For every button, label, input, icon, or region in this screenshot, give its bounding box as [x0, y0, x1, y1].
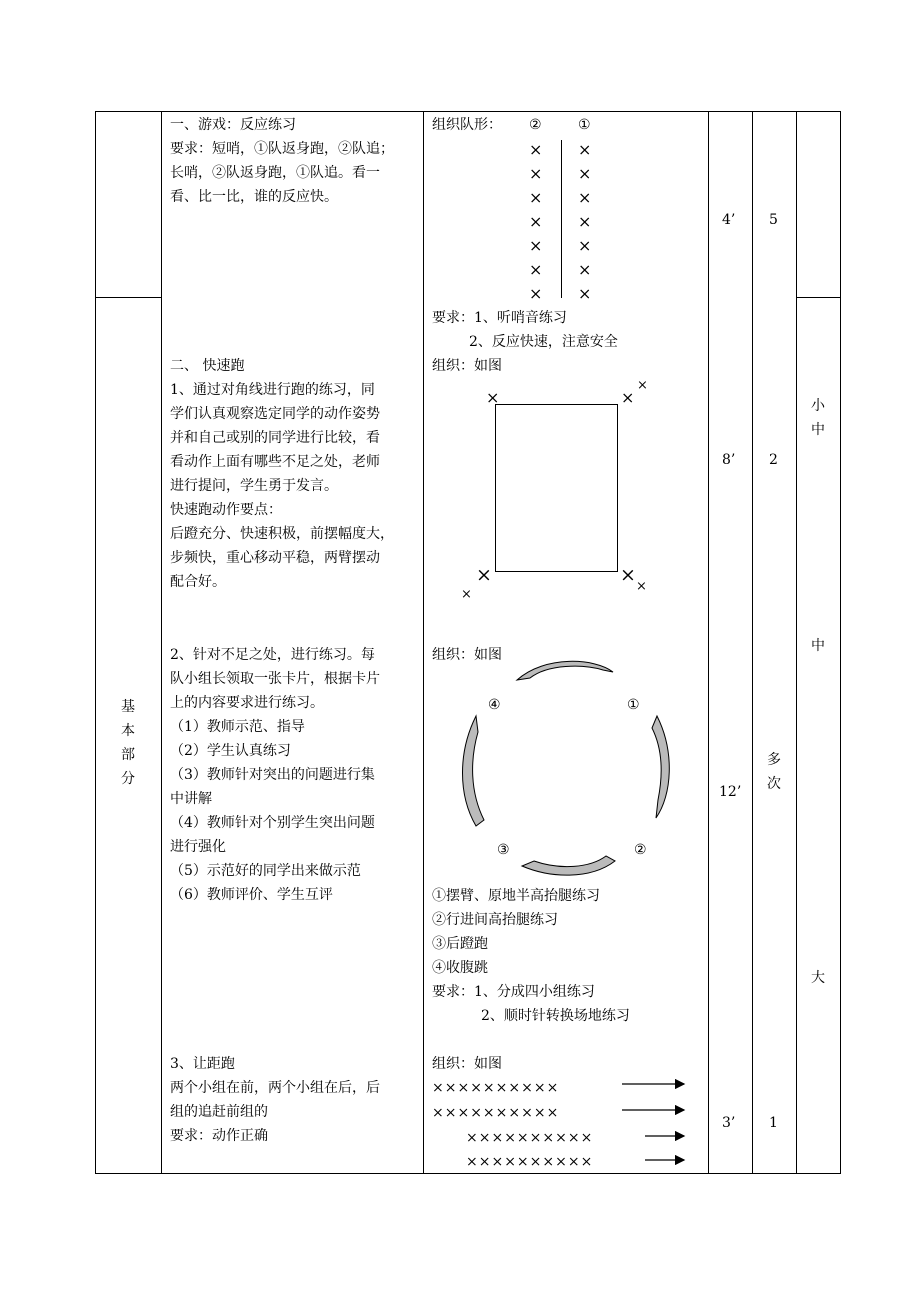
handicap-line: 两个小组在前，两个小组在后，后: [170, 1080, 380, 1096]
intensity-char: 中: [811, 422, 825, 438]
game-requirement-1: 要求：1、听哨音练习: [432, 310, 567, 326]
fast-run-org-label: 组织：如图: [432, 358, 502, 374]
corner-cross: ×: [486, 388, 500, 407]
game-requirement-2: 2、反应快速，注意安全: [469, 334, 618, 350]
practice-line: （1）教师示范、指导: [170, 719, 305, 735]
practice-items: [432, 884, 630, 1028]
game-line: 要求：短哨，①队返身跑，②队追；: [170, 141, 394, 157]
station-1-label: ①: [627, 697, 640, 713]
fast-run-count: 2: [769, 452, 778, 468]
game-line: 看、比一比，谁的反应快。: [170, 189, 338, 205]
row-divider-last-col: [796, 297, 841, 298]
practice-org-label: 组织：如图: [432, 647, 502, 663]
col-line-3: [708, 111, 709, 1174]
player-cross: ×: [529, 260, 543, 279]
team-2-column: [529, 138, 542, 306]
arrow-top-icon: [517, 661, 613, 680]
fast-run-line: 步频快，重心移动平稳，两臂摆动: [170, 550, 380, 566]
handicap-line: 组的追赶前组的: [170, 1104, 268, 1120]
practice-line: （5）示范好的同学出来做示范: [170, 863, 361, 879]
practice-line: （6）教师评价、学生互评: [170, 887, 333, 903]
practice-item: ②行进间高抬腿练习: [432, 912, 558, 928]
game-org-label: 组织队形：: [432, 117, 502, 133]
practice-item: ③后蹬跑: [432, 936, 488, 952]
practice-requirement-1: 要求：1、分成四小组练习: [432, 984, 595, 1000]
section-label-char: 本: [121, 723, 135, 739]
practice-line: （3）教师针对突出的问题进行集: [170, 767, 375, 783]
game-count: 5: [769, 212, 778, 228]
section-label: [116, 695, 140, 791]
player-cross: ×: [529, 164, 543, 183]
game-time: 4’: [722, 212, 736, 228]
handicap-content: [170, 1052, 380, 1148]
col-line-0: [95, 111, 96, 1174]
fast-run-line: 学们认真观察选定同学的动作姿势: [170, 406, 380, 422]
corner-cross: ×: [621, 388, 635, 407]
fast-run-line: 1、通过对角线进行跑的练习，同: [170, 382, 375, 398]
player-cross: ×: [578, 188, 592, 207]
fast-run-line: 快速跑动作要点：: [170, 502, 282, 518]
practice-item: ①摆臂、原地半高抬腿练习: [432, 888, 600, 904]
practice-requirement-2: 2、顺时针转换场地练习: [481, 1008, 630, 1024]
player-cross: ×: [578, 212, 592, 231]
intensity-char: 小: [811, 398, 825, 414]
fast-run-line: 后蹬充分、快速积极，前摆幅度大，: [170, 526, 394, 542]
fast-run-line: 配合好。: [170, 574, 226, 590]
intensity-medium: 中: [811, 638, 825, 654]
station-3-label: ③: [497, 842, 510, 858]
practice-line: （4）教师针对个别学生突出问题: [170, 815, 375, 831]
col-line-5: [796, 111, 797, 1174]
player-cross: ×: [529, 188, 543, 207]
practice-line: 上的内容要求进行练习。: [170, 695, 324, 711]
player-cross: ×: [529, 284, 543, 303]
game-line: 长哨，②队返身跑，①队追。看一: [170, 165, 380, 181]
game-content: [170, 113, 394, 209]
corner-cross: ×: [636, 579, 647, 594]
corner-cross: ×: [620, 564, 636, 586]
player-cross: ×: [529, 212, 543, 231]
handicap-count: 1: [769, 1115, 778, 1131]
handicap-line: 要求：动作正确: [170, 1128, 268, 1144]
player-cross: ×: [578, 164, 592, 183]
handicap-row: ××××××××××: [466, 1154, 594, 1170]
handicap-row: ××××××××××: [432, 1105, 560, 1121]
intensity-large: 大: [811, 970, 825, 986]
player-cross: ×: [529, 236, 543, 255]
formation-divider: [561, 140, 562, 298]
col-line-4: [752, 111, 753, 1174]
player-cross: ×: [578, 284, 592, 303]
practice-time: 12’: [719, 784, 742, 800]
fast-run-line: 看动作上面有哪些不足之处，老师: [170, 454, 380, 470]
handicap-row: ××××××××××: [432, 1080, 560, 1096]
player-cross: ×: [578, 140, 592, 159]
game-title: 一、游戏：反应练习: [170, 117, 296, 133]
team-1-label: ①: [578, 117, 591, 133]
arrow-bottom-icon: [522, 856, 615, 875]
team-2-label: ②: [529, 117, 542, 133]
practice-line: 进行强化: [170, 839, 226, 855]
corner-cross: ×: [461, 587, 472, 602]
practice-line: 2、针对不足之处，进行练习。每: [170, 647, 375, 663]
fast-run-time: 8’: [722, 452, 736, 468]
practice-count-char: 次: [767, 776, 781, 792]
corner-cross: ×: [476, 564, 492, 586]
section-label-char: 基: [121, 699, 135, 715]
player-cross: ×: [529, 140, 543, 159]
practice-line: 队小组长领取一张卡片，根据卡片: [170, 671, 380, 687]
fast-run-line: 并和自己或别的同学进行比较，看: [170, 430, 380, 446]
handicap-org-label: 组织：如图: [432, 1056, 502, 1072]
handicap-time: 3’: [722, 1115, 736, 1131]
arrow-left-icon: [463, 716, 485, 826]
col-line-1: [161, 111, 162, 1174]
practice-count-char: 多: [767, 752, 781, 768]
station-4-label: ④: [488, 697, 501, 713]
handicap-row: ××××××××××: [466, 1130, 594, 1146]
intensity-small-medium: [806, 394, 830, 442]
practice-count: [762, 748, 786, 796]
corner-cross: ×: [637, 378, 648, 393]
practice-content: [170, 643, 380, 907]
col-line-2: [423, 111, 424, 1174]
practice-line: 中讲解: [170, 791, 212, 807]
table-border-top: [95, 111, 841, 112]
handicap-line: 3、让距跑: [170, 1056, 235, 1072]
fast-run-content: [170, 354, 394, 594]
fast-run-line: 进行提问，学生勇于发言。: [170, 478, 338, 494]
practice-line: （2）学生认真练习: [170, 743, 291, 759]
team-1-column: [578, 138, 591, 306]
row-divider-first-col: [95, 297, 162, 298]
section-label-char: 分: [121, 771, 135, 787]
fast-run-title: 二、 快速跑: [170, 358, 245, 374]
section-label-char: 部: [121, 747, 135, 763]
practice-item: ④收腹跳: [432, 960, 488, 976]
station-2-label: ②: [634, 842, 647, 858]
arrow-right-icon: [652, 716, 669, 818]
running-field-rectangle: [495, 404, 618, 572]
player-cross: ×: [578, 236, 592, 255]
player-cross: ×: [578, 260, 592, 279]
col-line-6: [840, 111, 841, 1174]
